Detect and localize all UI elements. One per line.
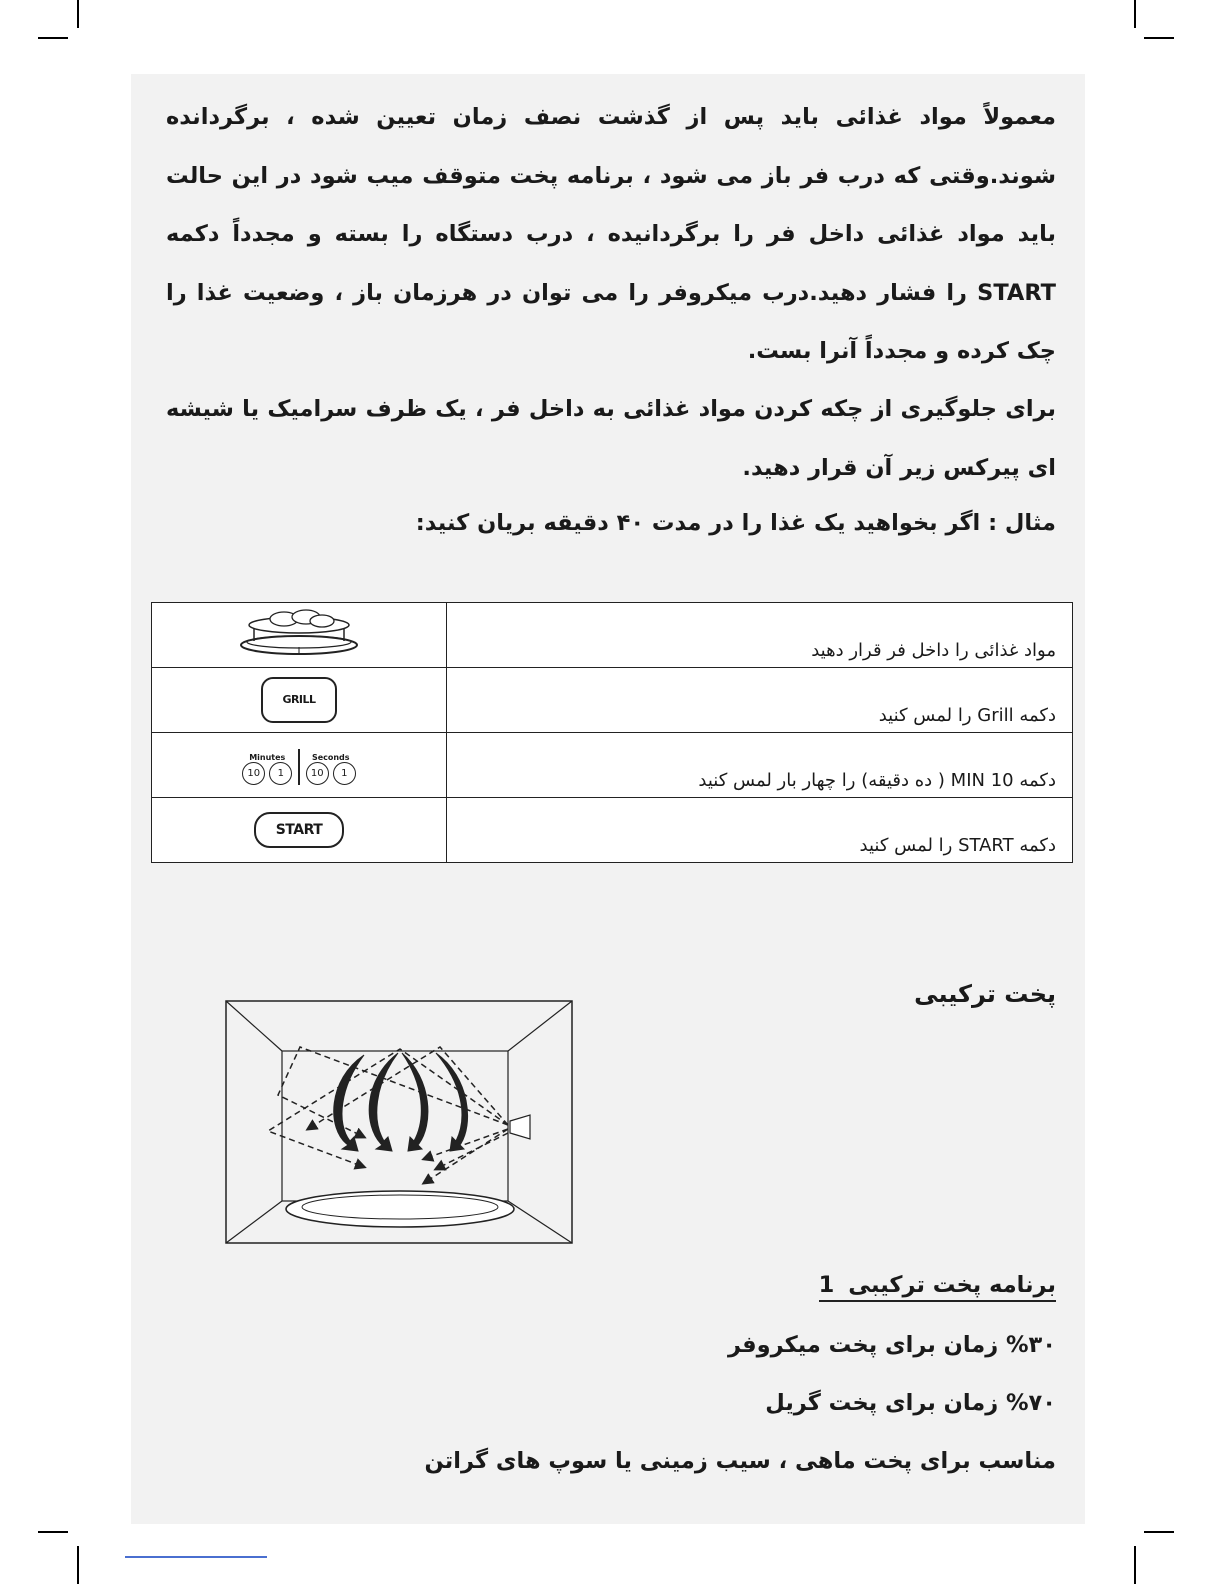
table-row: [152, 733, 1073, 798]
crop-mark: [77, 0, 79, 28]
combi-heading: پخت ترکیبی: [914, 980, 1056, 1008]
step-text: دکمه 10 MIN ( ده دقیقه) را چهار بار لمس کنید: [447, 733, 1073, 798]
paragraph-reheat: معمولاً مواد غذائی باید پس از گذشت نصف زمان تعیین شده ، برگردانده شوند.وقتی که درب فر باز می شود ، برنامه پخت متوقف میب شود در این حالت باید مواد غذائی داخل فر را برگردانیده ، درب دستگاه را بسته و مجدداً دکمه START را فشار دهید.درب میکروفر را می توان در هرزمان باز ، وضعیت غذا را چک کرده و مجدداً آنرا بست.: [166, 104, 1056, 364]
footnote-rule: [125, 1556, 267, 1558]
key-10-seconds: 10: [306, 762, 329, 785]
steps-table: [151, 602, 1073, 863]
step-text: دکمه START را لمس کنید: [447, 798, 1073, 863]
crop-mark: [1134, 1546, 1136, 1584]
key-1-minute: 1: [269, 762, 292, 785]
table-row: [152, 668, 1073, 733]
crop-mark: [1144, 1531, 1174, 1533]
grill-button-label: GRILL: [261, 677, 337, 723]
time-keys-icon: [152, 733, 447, 798]
crop-mark: [38, 37, 68, 39]
example-line: مثال : اگر بخواهید یک غذا را در مدت ۴۰ دقیقه بریان کنید:: [415, 510, 1056, 536]
key-10-minutes: 10: [242, 762, 265, 785]
start-button-label: START: [254, 812, 344, 848]
key-1-second: 1: [333, 762, 356, 785]
paragraph-drip: برای جلوگیری از چکه کردن مواد غذائی به داخل فر ، یک ظرف سرامیک یا شیشه ای پیرکس زیر آن قرار دهید.: [166, 396, 1056, 481]
combi-program-title: [819, 1272, 1056, 1298]
microwave-time-line: %۳۰ زمان برای پخت میکروفر: [727, 1332, 1056, 1358]
table-row: [152, 798, 1073, 863]
crop-mark: [1144, 37, 1174, 39]
keys-divider: [298, 749, 300, 785]
turntable-food-icon: [152, 603, 447, 668]
oven-combi-illustration: [224, 999, 576, 1247]
seconds-label: Seconds: [311, 753, 350, 762]
minutes-label: Minutes: [249, 753, 286, 762]
grill-time-line: %۷۰ زمان برای پخت گریل: [765, 1390, 1056, 1416]
start-button-icon: [152, 798, 447, 863]
suitable-line: مناسب برای پخت ماهی ، سیب زمینی یا سوپ های گراتن: [424, 1448, 1056, 1474]
table-row: [152, 603, 1073, 668]
crop-mark: [38, 1531, 68, 1533]
crop-mark: [1134, 0, 1136, 28]
step-text: دکمه Grill را لمس کنید: [447, 668, 1073, 733]
title-underline: [819, 1300, 1056, 1302]
step-text: مواد غذائی را داخل فر قرار دهید: [447, 603, 1073, 668]
crop-mark: [77, 1546, 79, 1584]
program-number: 1: [818, 1272, 835, 1298]
program-title-text: برنامه پخت ترکیبی: [848, 1272, 1056, 1298]
grill-button-icon: [152, 668, 447, 733]
